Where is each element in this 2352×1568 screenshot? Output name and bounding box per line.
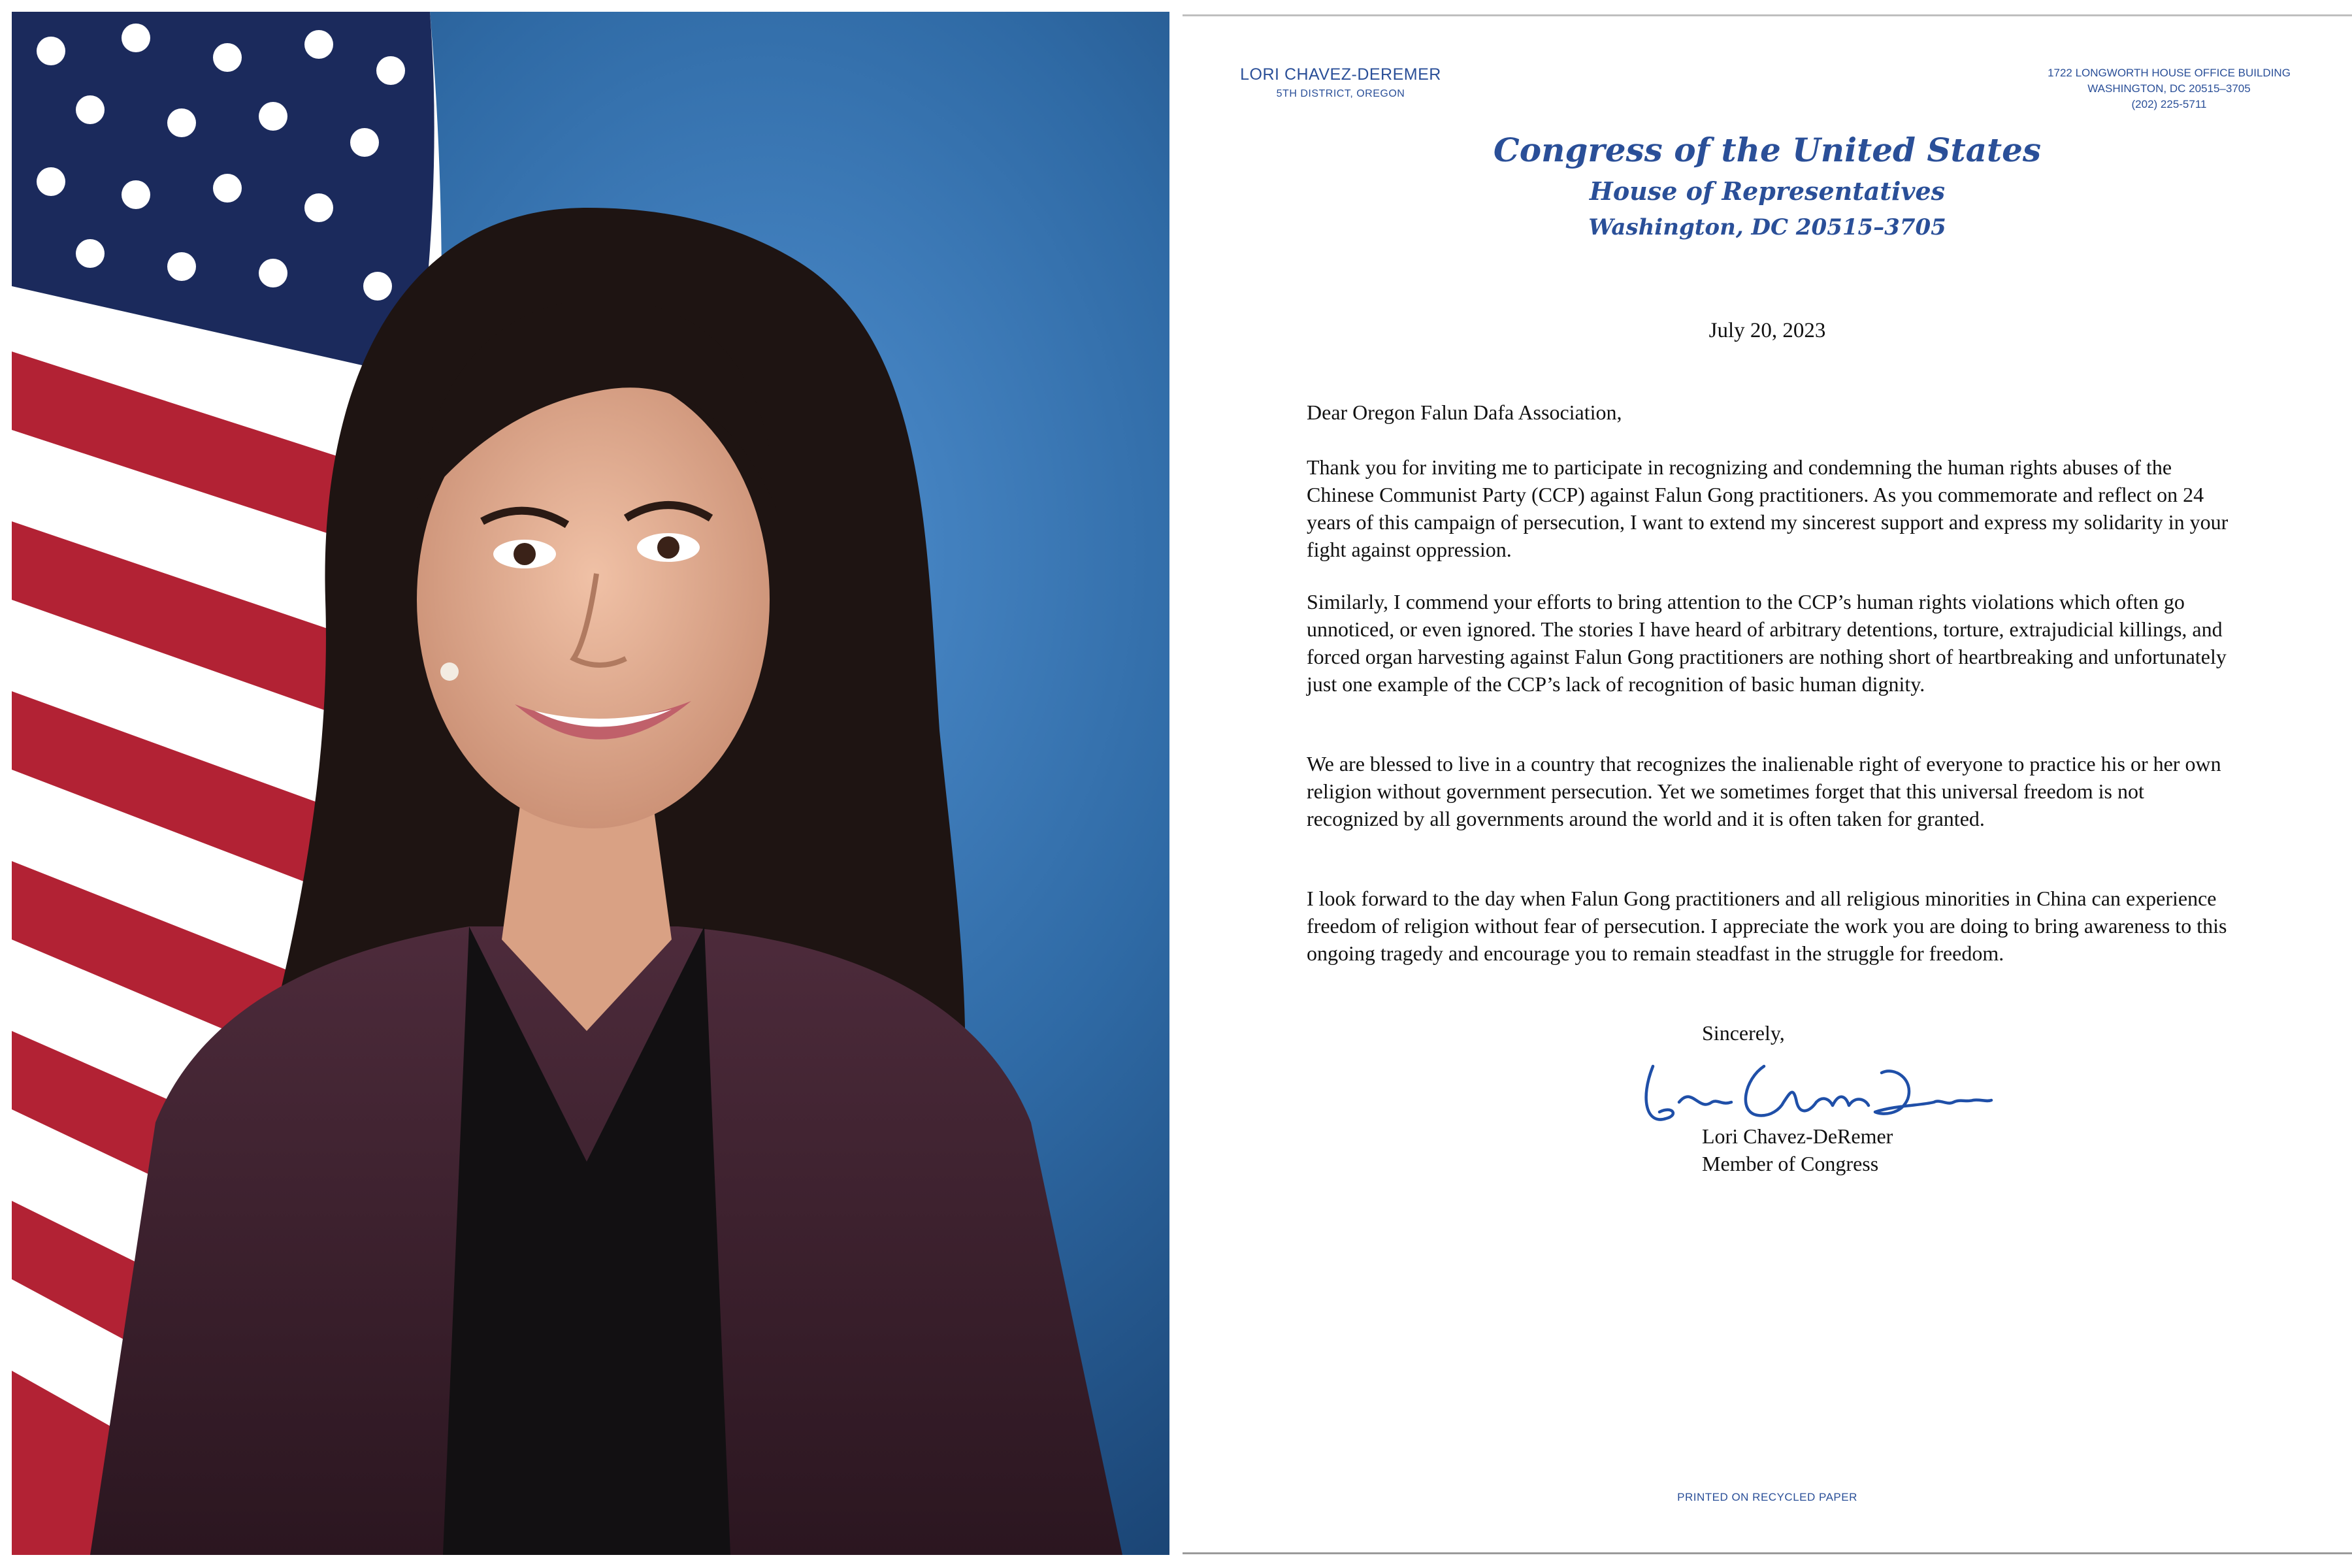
paragraph-3-text: We are blessed to live in a country that recognizes the inalienable right of everyone to practice his or her own religion without government persecution. Yet we sometimes forget that this universal freedom is not recognized by all governments around the world and it is often taken for granted. — [1307, 752, 2221, 830]
masthead-house: House of Representatives — [1589, 176, 1946, 206]
paragraph-2-text: Similarly, I commend your efforts to bring attention to the CCP’s human rights violations which often go unnoticed, or even ignored. The stories I have heard of arbitrary detentions, torture, extrajudicial killings, and forced organ harvesting against Falun Gong practitioners are nothing short of heartbreaking and unfortunately just one example of the CCP’s lack of recognition of basic human dignity. — [1307, 590, 2227, 696]
signer-title: Member of Congress — [1702, 1152, 1879, 1175]
masthead-address: Washington, DC 20515–3705 — [1588, 214, 1946, 240]
office-phone: (202) 225-5711 — [2131, 98, 2207, 110]
member-name: LORI CHAVEZ-DEREMER — [1240, 65, 1441, 84]
pearl-earring — [440, 662, 459, 681]
masthead-congress: Congress of the United States — [1493, 131, 2042, 169]
letter-date: July 20, 2023 — [1708, 319, 1826, 342]
congressional-letter — [1183, 0, 2352, 1568]
signer-name: Lori Chavez-DeRemer — [1702, 1124, 1893, 1148]
bottom-border — [1183, 1552, 2352, 1554]
office-address-line1: 1722 LONGWORTH HOUSE OFFICE BUILDING — [2048, 67, 2291, 79]
letterhead-member-block — [1223, 65, 1458, 100]
paragraph-4-text: I look forward to the day when Falun Gong practitioners and all religious minorities in China can experience freedom of religion without fear of persecution. I appreciate the work you are doing to bring awareness to this ongoing tragedy and encourage you to remain steadfast in the struggle for freedom. — [1307, 887, 2227, 965]
letterhead-office-block — [2006, 65, 2332, 112]
office-address-line2: WASHINGTON, DC 20515–3705 — [2087, 82, 2251, 95]
member-district: 5TH DISTRICT, OREGON — [1276, 88, 1405, 99]
paragraph-3 — [1307, 750, 2234, 832]
recycled-paper-note: PRINTED ON RECYCLED PAPER — [1677, 1491, 1857, 1503]
paragraph-4 — [1307, 885, 2234, 967]
portrait-photo — [12, 12, 1169, 1555]
paragraph-1 — [1307, 453, 2234, 563]
paragraph-1-text: Thank you for inviting me to participate in recognizing and condemning the human rights abuses of the Chinese Communist Party (CCP) against Falun Gong practitioners. As you commemorate and reflect on 24 years of this campaign of persecution, I want to extend my sincerest support and express my solidarity in your fight against oppression. — [1307, 455, 2229, 561]
salutation: Dear Oregon Falun Dafa Association, — [1307, 400, 1622, 424]
closing: Sincerely, — [1702, 1021, 1785, 1045]
top-border — [1183, 14, 2352, 16]
paragraph-2 — [1307, 588, 2234, 698]
portrait-illustration — [12, 12, 1169, 1555]
